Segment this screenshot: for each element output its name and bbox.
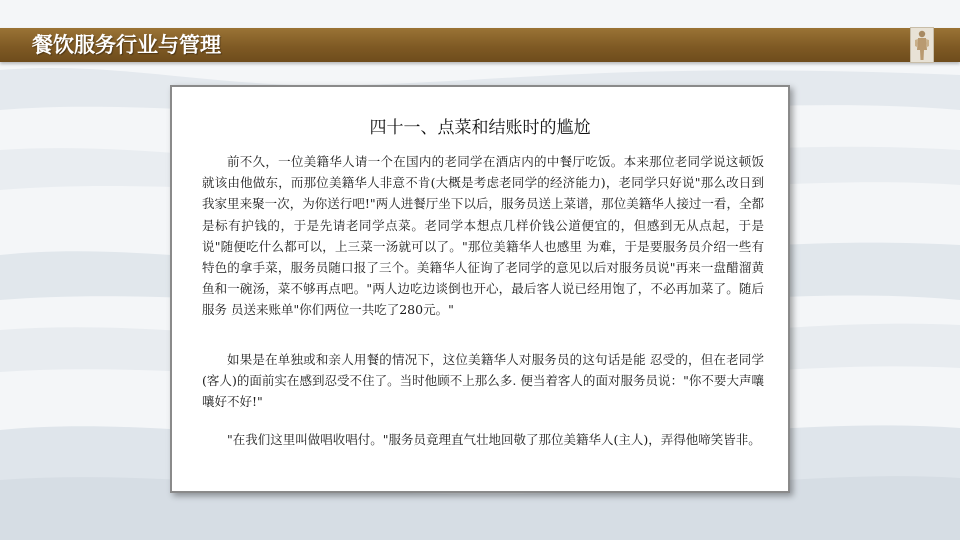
figure-logo-icon — [910, 27, 934, 63]
document-heading: 四十一、点菜和结账时的尴尬 — [369, 118, 591, 138]
page-title: 餐饮服务行业与管理 — [32, 33, 221, 57]
document-page — [170, 85, 790, 493]
paragraph-1: 前不久，一位美籍华人请一个在国内的老同学在酒店内的中餐厅吃饭。本来那位老同学说这顿饭就该由他做东，而那位美籍华人非意不肯(大概是考虑老同学的经济能力)，老同学只好说"那么改日到我家里来聚一次，为你送行吧!"两人进餐厅坐下以后，服务员送上菜谱，那位美籍华人接过一看，全都是标有护钱的，于是先请老同学点菜。老同学本想点几样价钱公道便宜的，但感到无从点起，于是说"随便吃什么都可以，上三菜一汤就可以了。"那位美籍华人也感里 为难，于是要服务员介绍一些有特色的拿手菜，服务员随口报了三个。美籍华人征询了老同学的意见以后对服务员说"再来一盘醋溜黄鱼和一碗汤，菜不够再点吧。"两人边吃边谈倒也开心，最后客人说已经用饱了，不必再加菜了。随后服务 员送来账单"你们两位一共吃了280元。" — [202, 154, 764, 318]
paragraph-3: "在我们这里叫做唱收唱付。"服务员竟理直气壮地回敬了那位美籍华人(主人)，弄得他啼笑皆非。 — [227, 432, 761, 447]
paragraph-2: 如果是在单独或和亲人用餐的情况下，这位美籍华人对服务员的这句话是能 忍受的，但在老同学(客人)的面前实在感到忍受不住了。当时他顾不上那么多. 便当着客人的面对服务员说："你不要大声嚷嚷好不好!" — [202, 352, 764, 410]
title-bar — [0, 28, 960, 62]
